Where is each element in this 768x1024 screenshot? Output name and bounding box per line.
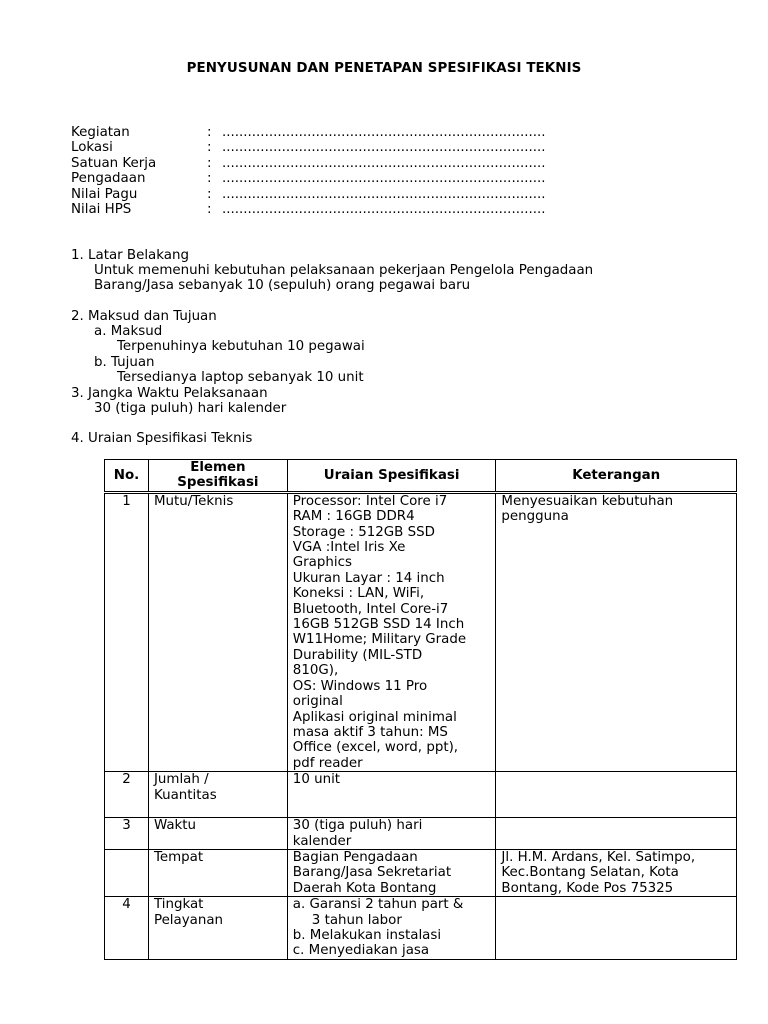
header-no: No. <box>105 460 149 493</box>
field-label: Pengadaan <box>71 171 146 187</box>
cell-line: Pelayanan <box>153 912 224 928</box>
field-colon: : <box>207 201 212 217</box>
cell-no: 4 <box>105 897 149 960</box>
cell-line: Menyesuaikan kebutuhan <box>501 493 674 509</box>
field-value: ............................................................................ <box>222 125 546 140</box>
table-row <box>105 849 737 896</box>
cell-line: RAM : 16GB DDR4 <box>292 509 415 525</box>
cell-no: 2 <box>105 772 149 818</box>
cell-line: 10 unit <box>292 772 341 788</box>
cell-line: 30 (tiga puluh) hari <box>292 818 423 834</box>
table-row <box>105 492 737 771</box>
table-row <box>105 897 737 960</box>
spec-table <box>104 459 737 960</box>
cell-line: Bagian Pengadaan <box>292 849 418 865</box>
cell-line: Aplikasi original minimal <box>292 709 457 725</box>
cell-uraian <box>287 492 496 771</box>
cell-line: Storage : 512GB SSD <box>292 524 435 540</box>
cell-line: masa aktif 3 tahun: MS <box>292 724 448 740</box>
field-colon: : <box>207 171 212 187</box>
section-2-heading: 2. Maksud dan Tujuan <box>71 309 217 324</box>
cell-line: Mutu/Teknis <box>153 493 234 509</box>
cell-line: c. Menyediakan jasa <box>292 943 430 959</box>
cell-no <box>105 849 149 896</box>
cell-uraian <box>287 849 496 896</box>
cell-keterangan <box>496 818 737 850</box>
section-1-text: Barang/Jasa sebanyak 10 (sepuluh) orang pegawai baru <box>94 278 471 293</box>
field-colon: : <box>207 186 212 202</box>
cell-line: b. Melakukan instalasi <box>292 927 442 943</box>
field-label: Nilai Pagu <box>71 186 138 202</box>
section-3-heading: 3. Jangka Waktu Pelaksanaan <box>71 386 268 401</box>
field-colon: : <box>207 125 212 140</box>
cell-line: Office (excel, word, ppt), <box>292 740 459 756</box>
cell-line: Tingkat <box>153 897 204 913</box>
field-colon: : <box>207 140 212 156</box>
document-title: PENYUSUNAN DAN PENETAPAN SPESIFIKASI TEKNIS <box>186 61 582 76</box>
cell-keterangan <box>496 772 737 818</box>
cell-line: Barang/Jasa Sekretariat <box>292 865 452 881</box>
field-value: ............................................................................ <box>222 140 546 156</box>
cell-line: a. Garansi 2 tahun part & <box>292 897 464 913</box>
cell-line: Koneksi : LAN, WiFi, <box>292 586 425 602</box>
cell-line: Durability (MIL-STD <box>292 647 423 663</box>
field-label: Nilai HPS <box>71 201 132 217</box>
cell-line: Kuantitas <box>153 787 217 803</box>
field-value: ............................................................................ <box>222 186 546 202</box>
section-1-heading: 1. Latar Belakang <box>71 248 189 263</box>
cell-line: 3 tahun labor <box>311 912 402 928</box>
section-4-heading: 4. Uraian Spesifikasi Teknis <box>71 431 253 446</box>
cell-line: Jl. H.M. Ardans, Kel. Satimpo, <box>501 849 696 865</box>
cell-uraian <box>287 772 496 818</box>
field-label: Lokasi <box>71 140 113 156</box>
cell-keterangan <box>496 492 737 771</box>
cell-line: Daerah Kota Bontang <box>292 880 437 896</box>
header-elemen-line: Spesifikasi <box>177 475 259 491</box>
cell-uraian <box>287 818 496 850</box>
cell-line: 810G), <box>292 663 339 679</box>
field-value: ............................................................................ <box>222 171 546 187</box>
cell-line: original <box>292 694 343 710</box>
cell-line: Jumlah / <box>153 772 209 788</box>
cell-elemen <box>148 818 287 850</box>
field-value: ............................................................................ <box>222 201 546 217</box>
cell-line: Graphics <box>292 555 352 571</box>
table-row <box>105 772 737 818</box>
section-2b-heading: b. Tujuan <box>94 355 155 370</box>
cell-elemen <box>148 772 287 818</box>
header-elemen-line: Elemen <box>190 460 246 475</box>
cell-elemen <box>148 492 287 771</box>
cell-line: Bluetooth, Intel Core-i7 <box>292 601 449 617</box>
cell-uraian <box>287 897 496 960</box>
cell-line: Ukuran Layar : 14 inch <box>292 570 445 586</box>
cell-line: Kec.Bontang Selatan, Kota <box>501 865 679 881</box>
header-uraian: Uraian Spesifikasi <box>287 460 496 493</box>
cell-line: pengguna <box>501 509 569 525</box>
cell-line: Processor: Intel Core i7 <box>292 493 448 509</box>
cell-no: 1 <box>105 492 149 771</box>
field-value: ............................................................................ <box>222 155 546 171</box>
cell-keterangan <box>496 897 737 960</box>
section-1-text: Untuk memenuhi kebutuhan pelaksanaan pekerjaan Pengelola Pengadaan <box>94 263 594 278</box>
field-label: Kegiatan <box>71 125 130 140</box>
section-2b-text: Tersedianya laptop sebanyak 10 unit <box>117 370 364 385</box>
field-label: Satuan Kerja <box>71 155 157 171</box>
cell-line: W11Home; Military Grade <box>292 632 467 648</box>
table-row <box>105 818 737 850</box>
field-colon: : <box>207 155 212 171</box>
cell-line: Bontang, Kode Pos 75325 <box>501 880 674 896</box>
cell-line: OS: Windows 11 Pro <box>292 678 428 694</box>
cell-line: pdf reader <box>292 755 363 771</box>
section-2a-heading: a. Maksud <box>94 324 163 339</box>
cell-no: 3 <box>105 818 149 850</box>
cell-elemen <box>148 897 287 960</box>
section-2a-text: Terpenuhinya kebutuhan 10 pegawai <box>117 339 365 354</box>
cell-keterangan <box>496 849 737 896</box>
cell-line: Waktu <box>153 818 197 834</box>
cell-line: kalender <box>292 833 352 849</box>
cell-line: Tempat <box>153 849 204 865</box>
header-keterangan: Keterangan <box>496 460 737 493</box>
cell-elemen <box>148 849 287 896</box>
cell-line: 16GB 512GB SSD 14 Inch <box>292 617 465 633</box>
cell-line: VGA :Intel Iris Xe <box>292 540 406 556</box>
table-header-row <box>105 460 737 493</box>
section-3-text: 30 (tiga puluh) hari kalender <box>94 401 287 416</box>
header-elemen <box>148 460 287 493</box>
